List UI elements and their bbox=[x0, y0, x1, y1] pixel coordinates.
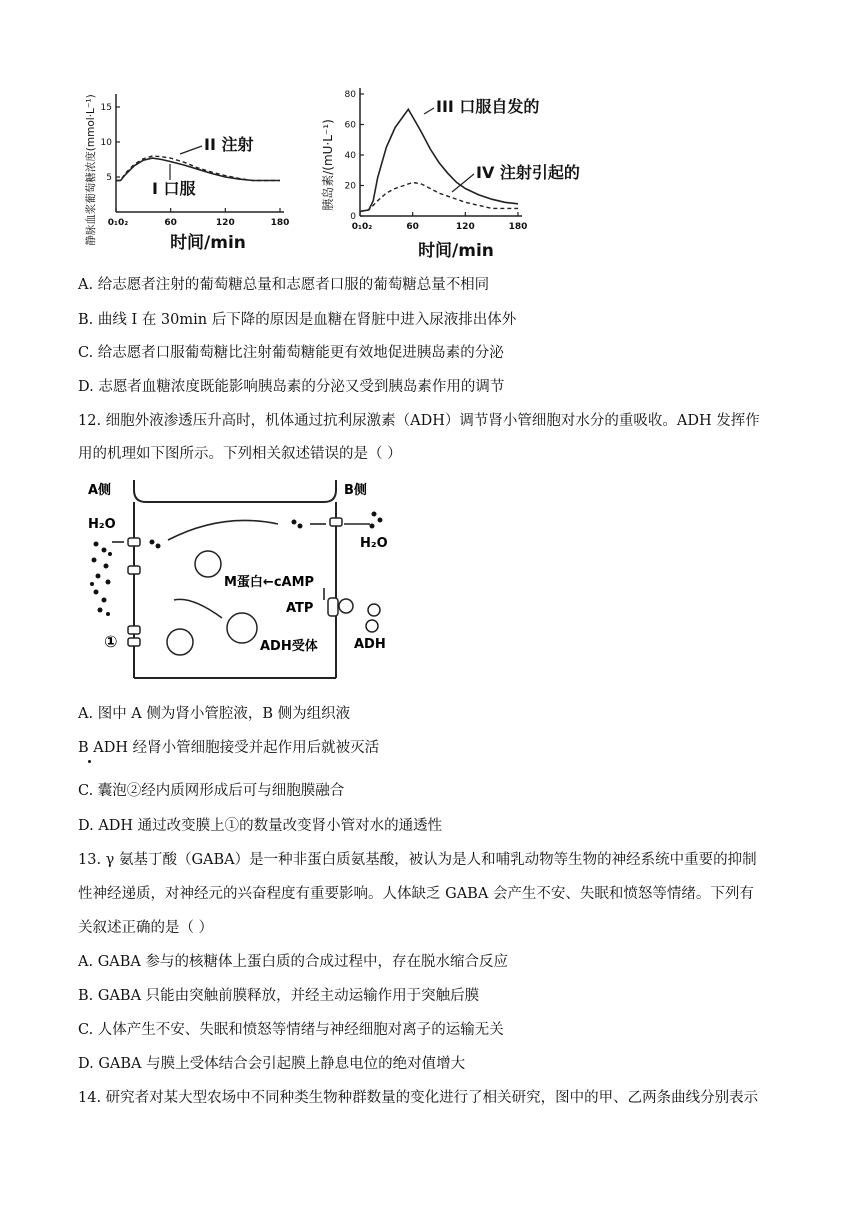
q13-option-d: D. GABA 与膜上受体结合会引起膜上静息电位的绝对值增大 bbox=[78, 1056, 466, 1072]
q13-stem-line1: 13. γ 氨基丁酸（GABA）是一种非蛋白质氨基酸，被认为是人和哺乳动物等生物的神经系统中重要的抑制 bbox=[78, 852, 757, 868]
q12-stem-line1: 12. 细胞外液渗透压升高时，机体通过抗利尿激素（ADH）调节肾小管细胞对水分的重吸收。ADH 发挥作 bbox=[78, 413, 760, 429]
q14-stem-line1: 14. 研究者对某大型农场中不同种类生物种群数量的变化进行了相关研究，图中的甲、乙两条曲线分别表示 bbox=[78, 1090, 759, 1106]
insulin-chart-series bbox=[360, 108, 518, 211]
x-tick-label: 180 bbox=[270, 218, 290, 228]
q12-option-a: A. 图中 A 侧为肾小管腔液，B 侧为组织液 bbox=[78, 706, 351, 722]
series-label-oral: I 口服 bbox=[152, 179, 196, 198]
label-adh: ADH bbox=[354, 637, 386, 652]
glucose-xlabel: 时间/min bbox=[170, 233, 246, 253]
dot-mark bbox=[88, 760, 91, 763]
series-label-injection: II 注射 bbox=[204, 135, 254, 154]
label-h2o-left: H₂O bbox=[88, 517, 116, 532]
y-tick-label: 20 bbox=[344, 181, 356, 192]
y-tick-label: 40 bbox=[344, 151, 356, 161]
leader-injection-induced bbox=[452, 174, 474, 192]
q12-option-b: B ADH 经肾小管细胞接受并起作用后就被灭活 bbox=[78, 740, 380, 756]
series-label-oral-spontaneous: III 口服自发的 bbox=[436, 97, 540, 116]
glucose-chart bbox=[80, 70, 310, 260]
q12-stem-line2: 用的机理如下图所示。下列相关叙述错误的是（ ） bbox=[78, 446, 402, 462]
y-tick-label: 5 bbox=[106, 173, 112, 183]
leader-oral-spontaneous bbox=[424, 108, 434, 114]
q13-option-c: C. 人体产生不安、失眠和愤怒等情绪与神经细胞对离子的运输无关 bbox=[78, 1022, 504, 1038]
insulin-chart bbox=[318, 80, 608, 265]
series-line-0 bbox=[116, 156, 280, 181]
y-tick-label: 0 bbox=[350, 212, 356, 222]
q11-option-b: B. 曲线 I 在 30min 后下降的原因是血糖在肾脏中进入尿液排出体外 bbox=[78, 312, 517, 328]
q12-option-d: D. ADH 通过改变膜上①的数量改变肾小管对水的通透性 bbox=[78, 818, 443, 834]
q13-stem-line2: 性神经递质，对神经元的兴奋程度有重要影响。人体缺乏 GABA 会产生不安、失眠和愤怒等情绪。下列有 bbox=[78, 886, 754, 902]
x-tick-label: 60 bbox=[406, 222, 419, 232]
q11-option-d: D. 志愿者血糖浓度既能影响胰岛素的分泌又受到胰岛素作用的调节 bbox=[78, 379, 505, 395]
glucose-chart-ticks bbox=[101, 103, 290, 228]
q13-stem-line3: 关叙述正确的是（ ） bbox=[78, 920, 214, 936]
q11-option-a: A. 给志愿者注射的葡萄糖总量和志愿者口服的葡萄糖总量不相同 bbox=[78, 277, 490, 293]
x-tick-label: 0₁0₂ bbox=[351, 222, 373, 232]
q11-option-c: C. 给志愿者口服葡萄糖比注射葡萄糖能更有效地促进胰岛素的分泌 bbox=[78, 345, 504, 361]
y-tick-label: 60 bbox=[344, 120, 356, 131]
label-h2o-right: H₂O bbox=[360, 536, 388, 551]
leader-injection bbox=[180, 146, 202, 154]
x-tick-label: 180 bbox=[508, 222, 528, 232]
label-atp: ATP bbox=[286, 601, 314, 616]
q13-option-b: B. GABA 只能由突触前膜释放，并经主动运输作用于突触后膜 bbox=[78, 988, 480, 1004]
y-tick-label: 10 bbox=[100, 138, 112, 148]
marker-channel: ① bbox=[104, 632, 118, 651]
q12-option-c: C. 囊泡②经内质网形成后可与细胞膜融合 bbox=[78, 783, 345, 799]
x-tick-label: 60 bbox=[164, 218, 177, 228]
label-b-side: B侧 bbox=[344, 483, 367, 498]
glucose-chart-axes bbox=[116, 94, 284, 212]
x-tick-label: 120 bbox=[455, 222, 475, 232]
insulin-xlabel: 时间/min bbox=[418, 241, 494, 261]
series-line-1 bbox=[360, 182, 518, 211]
q13-option-a: A. GABA 参与的核糖体上蛋白质的合成过程中，存在脱水缩合反应 bbox=[78, 954, 508, 970]
insulin-ylabel: 胰岛素/(mU·L⁻¹) bbox=[321, 119, 335, 211]
series-line-1 bbox=[116, 158, 280, 180]
series-label-injection-induced: IV 注射引起的 bbox=[476, 163, 580, 182]
label-adh-receptor: ADH受体 bbox=[260, 639, 318, 654]
x-tick-label: 0₁0₂ bbox=[107, 218, 129, 228]
glucose-ylabel: 静脉血浆葡萄糖浓度(mmol·L⁻¹) bbox=[85, 94, 97, 246]
y-tick-label: 15 bbox=[100, 103, 112, 113]
label-m-protein: M蛋白←cAMP bbox=[224, 575, 315, 590]
glucose-chart-series bbox=[116, 146, 280, 181]
x-tick-label: 120 bbox=[215, 218, 235, 228]
label-a-side: A侧 bbox=[88, 483, 112, 498]
y-tick-label: 80 bbox=[344, 90, 356, 100]
vesicles bbox=[167, 551, 257, 655]
adh-mechanism-diagram bbox=[82, 472, 402, 692]
